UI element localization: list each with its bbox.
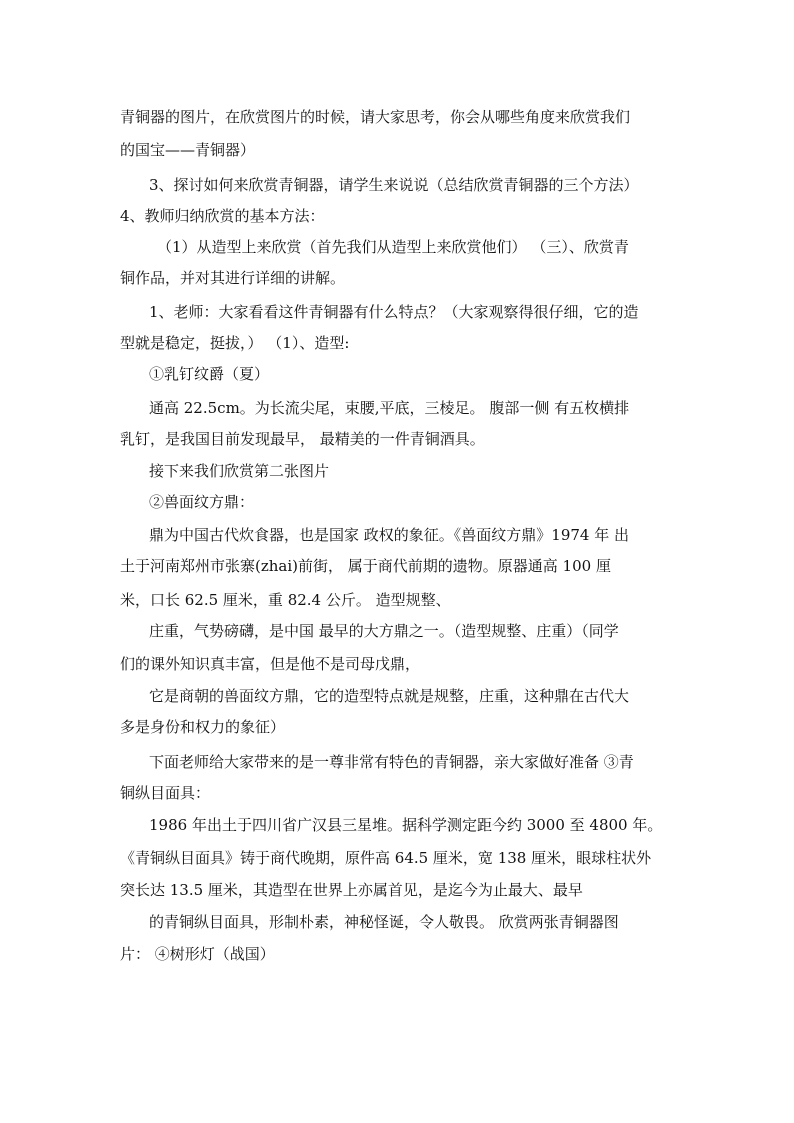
text-line: 庄重，气势磅礴，是中国 最早的大方鼎之一。（造型规整、庄重）（同学 — [149, 622, 619, 640]
text-line: 它是商朝的兽面纹方鼎，它的造型特点就是规整，庄重，这种鼎在古代大 — [149, 687, 630, 705]
text-line: 土于河南郑州市张寨(zhai)前街， 属于商代前期的遗物。原器通高 100 厘 — [120, 557, 611, 575]
text-line: 青铜器的图片，在欣赏图片的时候，请大家思考，你会从哪些角度来欣赏我们 — [120, 108, 631, 126]
text-line: 鼎为中国古代炊食器，也是国家 政权的象征。《兽面纹方鼎》1974 年 出 — [149, 526, 629, 544]
text-line: 的国宝——青铜器） — [120, 141, 256, 159]
text-line: 们的课外知识真丰富，但是他不是司母戊鼎， — [120, 655, 421, 673]
text-line: ①乳钉纹爵（夏） — [149, 365, 270, 383]
text-line: 米，口长 62.5 厘米，重 82.4 公斤。 造型规整、 — [120, 591, 451, 609]
text-line: 通高 22.5cm。为长流尖尾，束腰,平底，三棱足。 腹部一侧 有五枚横排 — [149, 399, 630, 417]
text-line: 多是身份和权力的象征） — [120, 718, 286, 736]
text-line: 1、老师：大家看看这件青铜器有什么特点？（大家观察得很仔细，它的造 — [149, 303, 639, 321]
text-line: 1986 年出土于四川省广汉县三星堆。据科学测定距今约 3000 至 4800 年。 — [149, 816, 663, 834]
text-line: 乳钉，是我国目前发现最早， 最精美的一件青铜酒具。 — [120, 430, 485, 448]
text-line: 3、探讨如何来欣赏青铜器，请学生来说说（总结欣赏青铜器的三个方法） — [149, 176, 639, 194]
text-line: 下面老师给大家带来的是一尊非常有特色的青铜器，亲大家做好准备 ③青 — [149, 753, 634, 771]
text-line: （1）从造型上来欣赏（首先我们从造型上来欣赏他们） （三）、欣赏青 — [157, 238, 629, 256]
text-line: ②兽面纹方鼎： — [149, 493, 255, 511]
text-line: 铜作品，并对其进行详细的讲解。 — [120, 269, 346, 287]
text-line: 4、教师归纳欣赏的基本方法： — [120, 207, 325, 225]
text-line: 型就是稳定，挺拔，） （1）、造型: — [120, 334, 350, 352]
text-line: 突长达 13.5 厘米，其造型在世界上亦属首见，是迄今为止最大、最早 — [120, 881, 583, 899]
text-line: 的青铜纵目面具，形制朴素，神秘怪诞，令人敬畏。 欣赏两张青铜器图 — [149, 913, 619, 931]
text-line: 片： ④树形灯（战国） — [120, 945, 275, 963]
text-line: 接下来我们欣赏第二张图片 — [149, 462, 330, 480]
text-line: 《青铜纵目面具》铸于商代晚期，原件高 64.5 厘米，宽 138 厘米，眼球柱状外 — [120, 849, 652, 867]
text-line: 铜纵目面具： — [120, 784, 211, 802]
